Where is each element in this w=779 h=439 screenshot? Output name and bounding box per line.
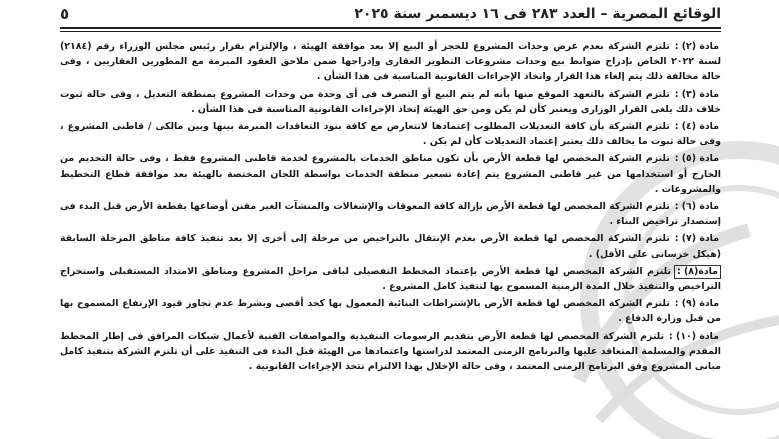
- article-label: مادة (٣) :: [674, 88, 719, 100]
- article-9: [60, 296, 721, 326]
- article-7: [60, 231, 721, 261]
- article-text: تلتزم الشركة بأن كافة التعديلات المطلوب إعتمادها لاتتعارض مع كافة بنود التعاقدات المبرمة بينها وبين مالكى / قاطنى المشروع ، وفى حالة ثبوت ما يخالف ذلك يعتبر إعتماد التعديلات كأن لم يكن .: [60, 121, 721, 148]
- article-text: تلتزم الشركة المخصص لها قطعة الأرض بتقديم الرسومات التنفيذية والمواصفات الفنية لأعمال شبكات المرافق فى إطار المخطط المقدم والمسلمة المتعاقد عليها والبرنامج الزمنى المعتمد لدراستها واعتمادها من الهيئة قبل البدء فى التنفيذ على أن تلتزم الشركة بتنفيذ كامل مبانى المشروع وفق البرنامج الزمنى المعتمد ، وفى حالة الإخلال بهذا الالتزام تتخذ الإجراءات القانونية .: [60, 330, 721, 373]
- article-5: [60, 151, 721, 197]
- header-rule: [60, 27, 721, 29]
- article-text: تلتزم الشركة بعدم عرض وحدات المشروع للحجز أو البيع إلا بعد موافقة الهيئة ، والإلتزام بقرار رئيس مجلس الوزراء رقم (٢١٨٤) لسنة ٢٠٢٢ الخاص بإدراج ضوابط بيع وحدات مشروعات التطوير العقارى وإدراجها ضمن ملاحق العقود المبرمة مع المطورين العقاريين ، وفى حالة مخالفة ذلك يتم إلغاء هذا القرار واتخاذ الإجراءات القانونية المناسبة فى هذا الشأن .: [60, 41, 721, 83]
- article-label: مادة (٧) :: [674, 233, 719, 245]
- page-header: [60, 2, 721, 26]
- article-10: [60, 329, 721, 375]
- article-4: [60, 119, 721, 149]
- article-label: مادة(٨) :: [674, 265, 721, 279]
- articles-section: [60, 39, 721, 376]
- article-text: تلتزم الشركة المخصص لها قطعة الأرض بإعتماد المخطط التفصيلى لباقى مراحل المشروع ومناطق الامتداد المستقبلى واستخراج التراخيص والتنفيذ خلال المدة الزمنية المسموح بها لتنفيذ كامل المشروع .: [60, 265, 721, 293]
- article-2: [60, 39, 721, 85]
- article-text: تلتزم الشركة بالتعهد الموقع منها بأنه لم يتم البيع أو التصرف فى أى وحدة من وحدات المشروع بمنطقة التعديل ، وفى حالة ثبوت خلاف ذلك يلغى القرار الوزارى ويعتبر كأن لم يكن ومن حق الهيئة إتخاذ الإجراءات القانونية المناسبة فى هذا الشأن .: [60, 88, 721, 115]
- article-6: [60, 199, 721, 229]
- article-label: مادة (٦) :: [674, 201, 719, 213]
- article-text: تلتزم الشركة المخصص لها قطعة الأرض بعدم الإنتقال بالتراخيص من مرحلة إلى أخرى إلا بعد تنفيذ كافة مناطق المرحلة السابقة (هيكل خرسانى على الأقل) .: [60, 233, 721, 260]
- article-label: مادة (٢) :: [674, 41, 719, 52]
- article-label: مادة (٤) :: [674, 121, 719, 133]
- article-8: [60, 264, 721, 294]
- header-title: الوقائع المصرية – العدد ٢٨٣ فى ١٦ ديسمبر سنة ٢٠٢٥: [354, 6, 721, 22]
- article-text: تلتزم الشركة المخصص لها قطعة الأرض بالإشتراطات البنائية المعمول بها كحد أقصى وبشرط عدم تجاوز قيود الإرتفاع المسموح بها من قبل وزارة الدفاع .: [60, 298, 721, 325]
- page-number: ٥: [60, 5, 70, 23]
- article-label: مادة (٩) :: [674, 298, 719, 310]
- article-text: تلتزم الشركة المخصص لها قطعة الأرض بإزالة كافة المعوقات والإشغالات والمنشآت الغير مقنن أوضاعها بقطعة الأرض قبل البدء فى إستصدار تراخيص البناء .: [60, 201, 721, 228]
- header-rule-thin: [60, 31, 721, 32]
- article-label: مادة (٥) :: [674, 153, 719, 165]
- article-label: مادة (١٠) :: [669, 330, 719, 342]
- article-3: [60, 87, 721, 117]
- article-text: تلتزم الشركة المخصص لها قطعة الأرض بأن تكون مناطق الخدمات بالمشروع لخدمة قاطنى المشروع فقط ، وفى حالة التخديم من الخارج أو استخدامها من غير قاطنى المشروع يتم إعادة تسعير منطقة الخدمات بواسطة اللجان المختصة بالهيئة بعد موافقة قطاع التخطيط والمشروعات .: [60, 153, 721, 195]
